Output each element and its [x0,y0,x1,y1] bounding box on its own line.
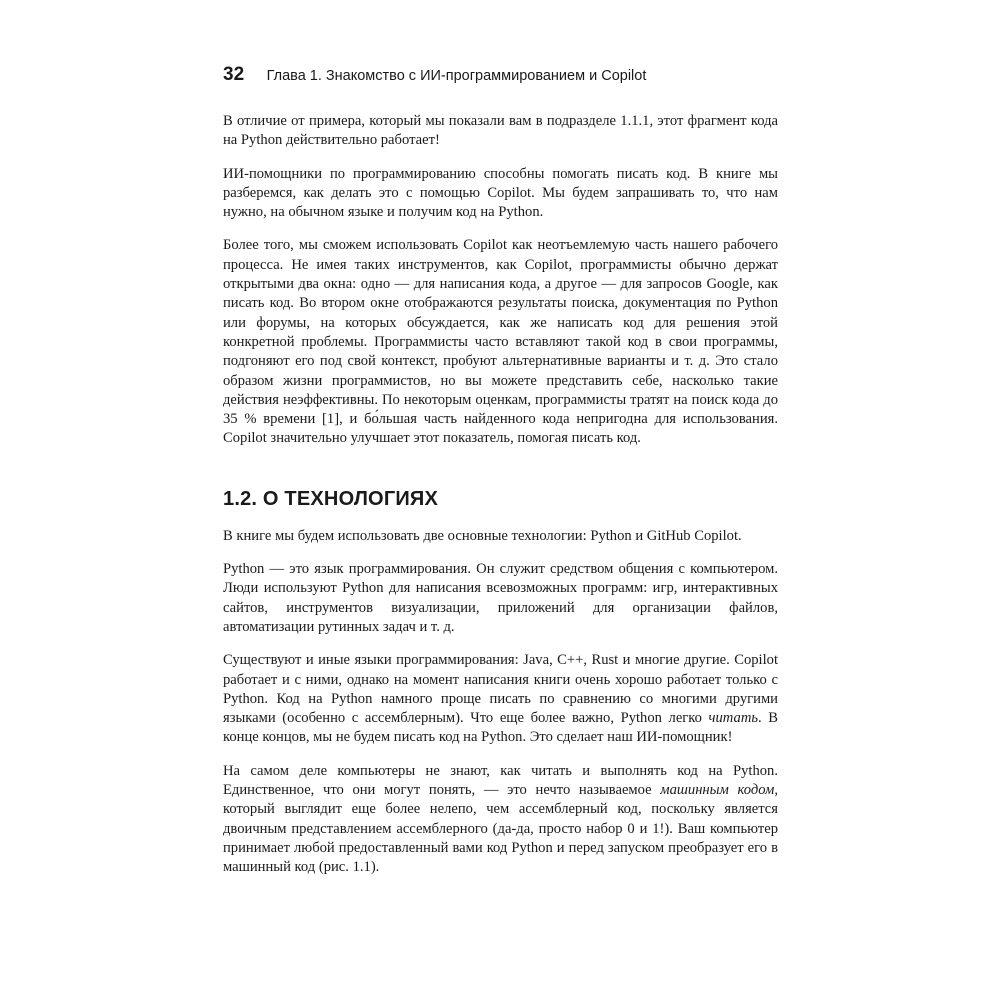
emphasis-machine-code: машинным кодом [660,782,775,799]
paragraph-ai-assistants: ИИ-помощники по программированию способны помогать писать код. В книге мы разберемся, как делать это с помощью Copilot. Мы будем запрашивать то, что нам нужно, на обычном языке и получим код на Python. [223,165,778,221]
running-header [223,64,646,86]
chapter-title: Глава 1. Знакомство с ИИ-программированием и Copilot [266,68,647,84]
paragraph-machine-code [223,762,778,878]
paragraph-technologies: В книге мы будем использовать две основные технологии: Python и GitHub Copilot. [223,527,742,544]
paragraph-other-languages [223,651,778,747]
paragraph-intro-example: В отличие от примера, который мы показали вам в подразделе 1.1.1, этот фрагмент кода на Python действительно работает! [223,113,778,149]
body-text [223,112,778,892]
paragraph-workflow: Более того, мы сможем использовать Copilot как неотъемлемую часть нашего рабочего процесса. Не имея таких инструментов, как Copilot, программисты обычно держат открытыми два окна: одно — для написания кода, а другое — для запросов Google, как писать код. Во втором окне отображаются результаты поиска, документация по Python или форумы, на которых обсуждается, как же написать код для решения этой конкретной проблемы. Программисты часто вставляют такой код в свои программы, подгоняют его под свой контекст, пробуют альтернативные варианты и т. д. Это стало образом жизни программистов, но вы можете представить себе, насколько такие действия неэффективны. По некоторым оценкам, программисты тратят на поиск кода до 35 % времени [1], и бо́льшая часть найденного кода непригодна для использования. Copilot значительно улучшает этот показатель, помогая писать код. [223,237,778,447]
text-run: На самом деле компьютеры не знают, как читать и выполнять код на Python. Единственное, что они могут понять, — это нечто называемое [223,762,778,799]
page-number: 32 [223,64,245,85]
text-run: Существуют и иные языки программирования: Java, C++, Rust и многие другие. Copilot работает и с ними, однако на момент написания книги очень хорошо работает только с Python. Код на Python намного проще писать по сравнению со многими другими языками (особенно с ассемблерным). Что еще более важно, Python легко [223,652,778,727]
section-heading: 1.2. О ТЕХНОЛОГИЯХ [223,487,439,510]
emphasis-read: читать [708,710,759,727]
text-run: , который выглядит еще более нелепо, чем ассемблерный код, поскольку является двоичным представлением ассемблерного (да-да, просто набор 0 и 1!). Ваш компьютер принимает любой предоставленный вами код Python и перед запуском преобразует его в машинный код (рис. 1.1). [223,782,778,876]
text-run: . В конце концов, мы не будем писать код на Python. Это сделает наш ИИ-помощник! [223,710,778,746]
paragraph-python-language: Python — это язык программирования. Он служит средством общения с компьютером. Люди используют Python для написания всевозможных программ: игр, интерактивных сайтов, инструментов визуализации, приложений для организации файлов, автоматизации рутинных задач и т. д. [223,561,778,635]
